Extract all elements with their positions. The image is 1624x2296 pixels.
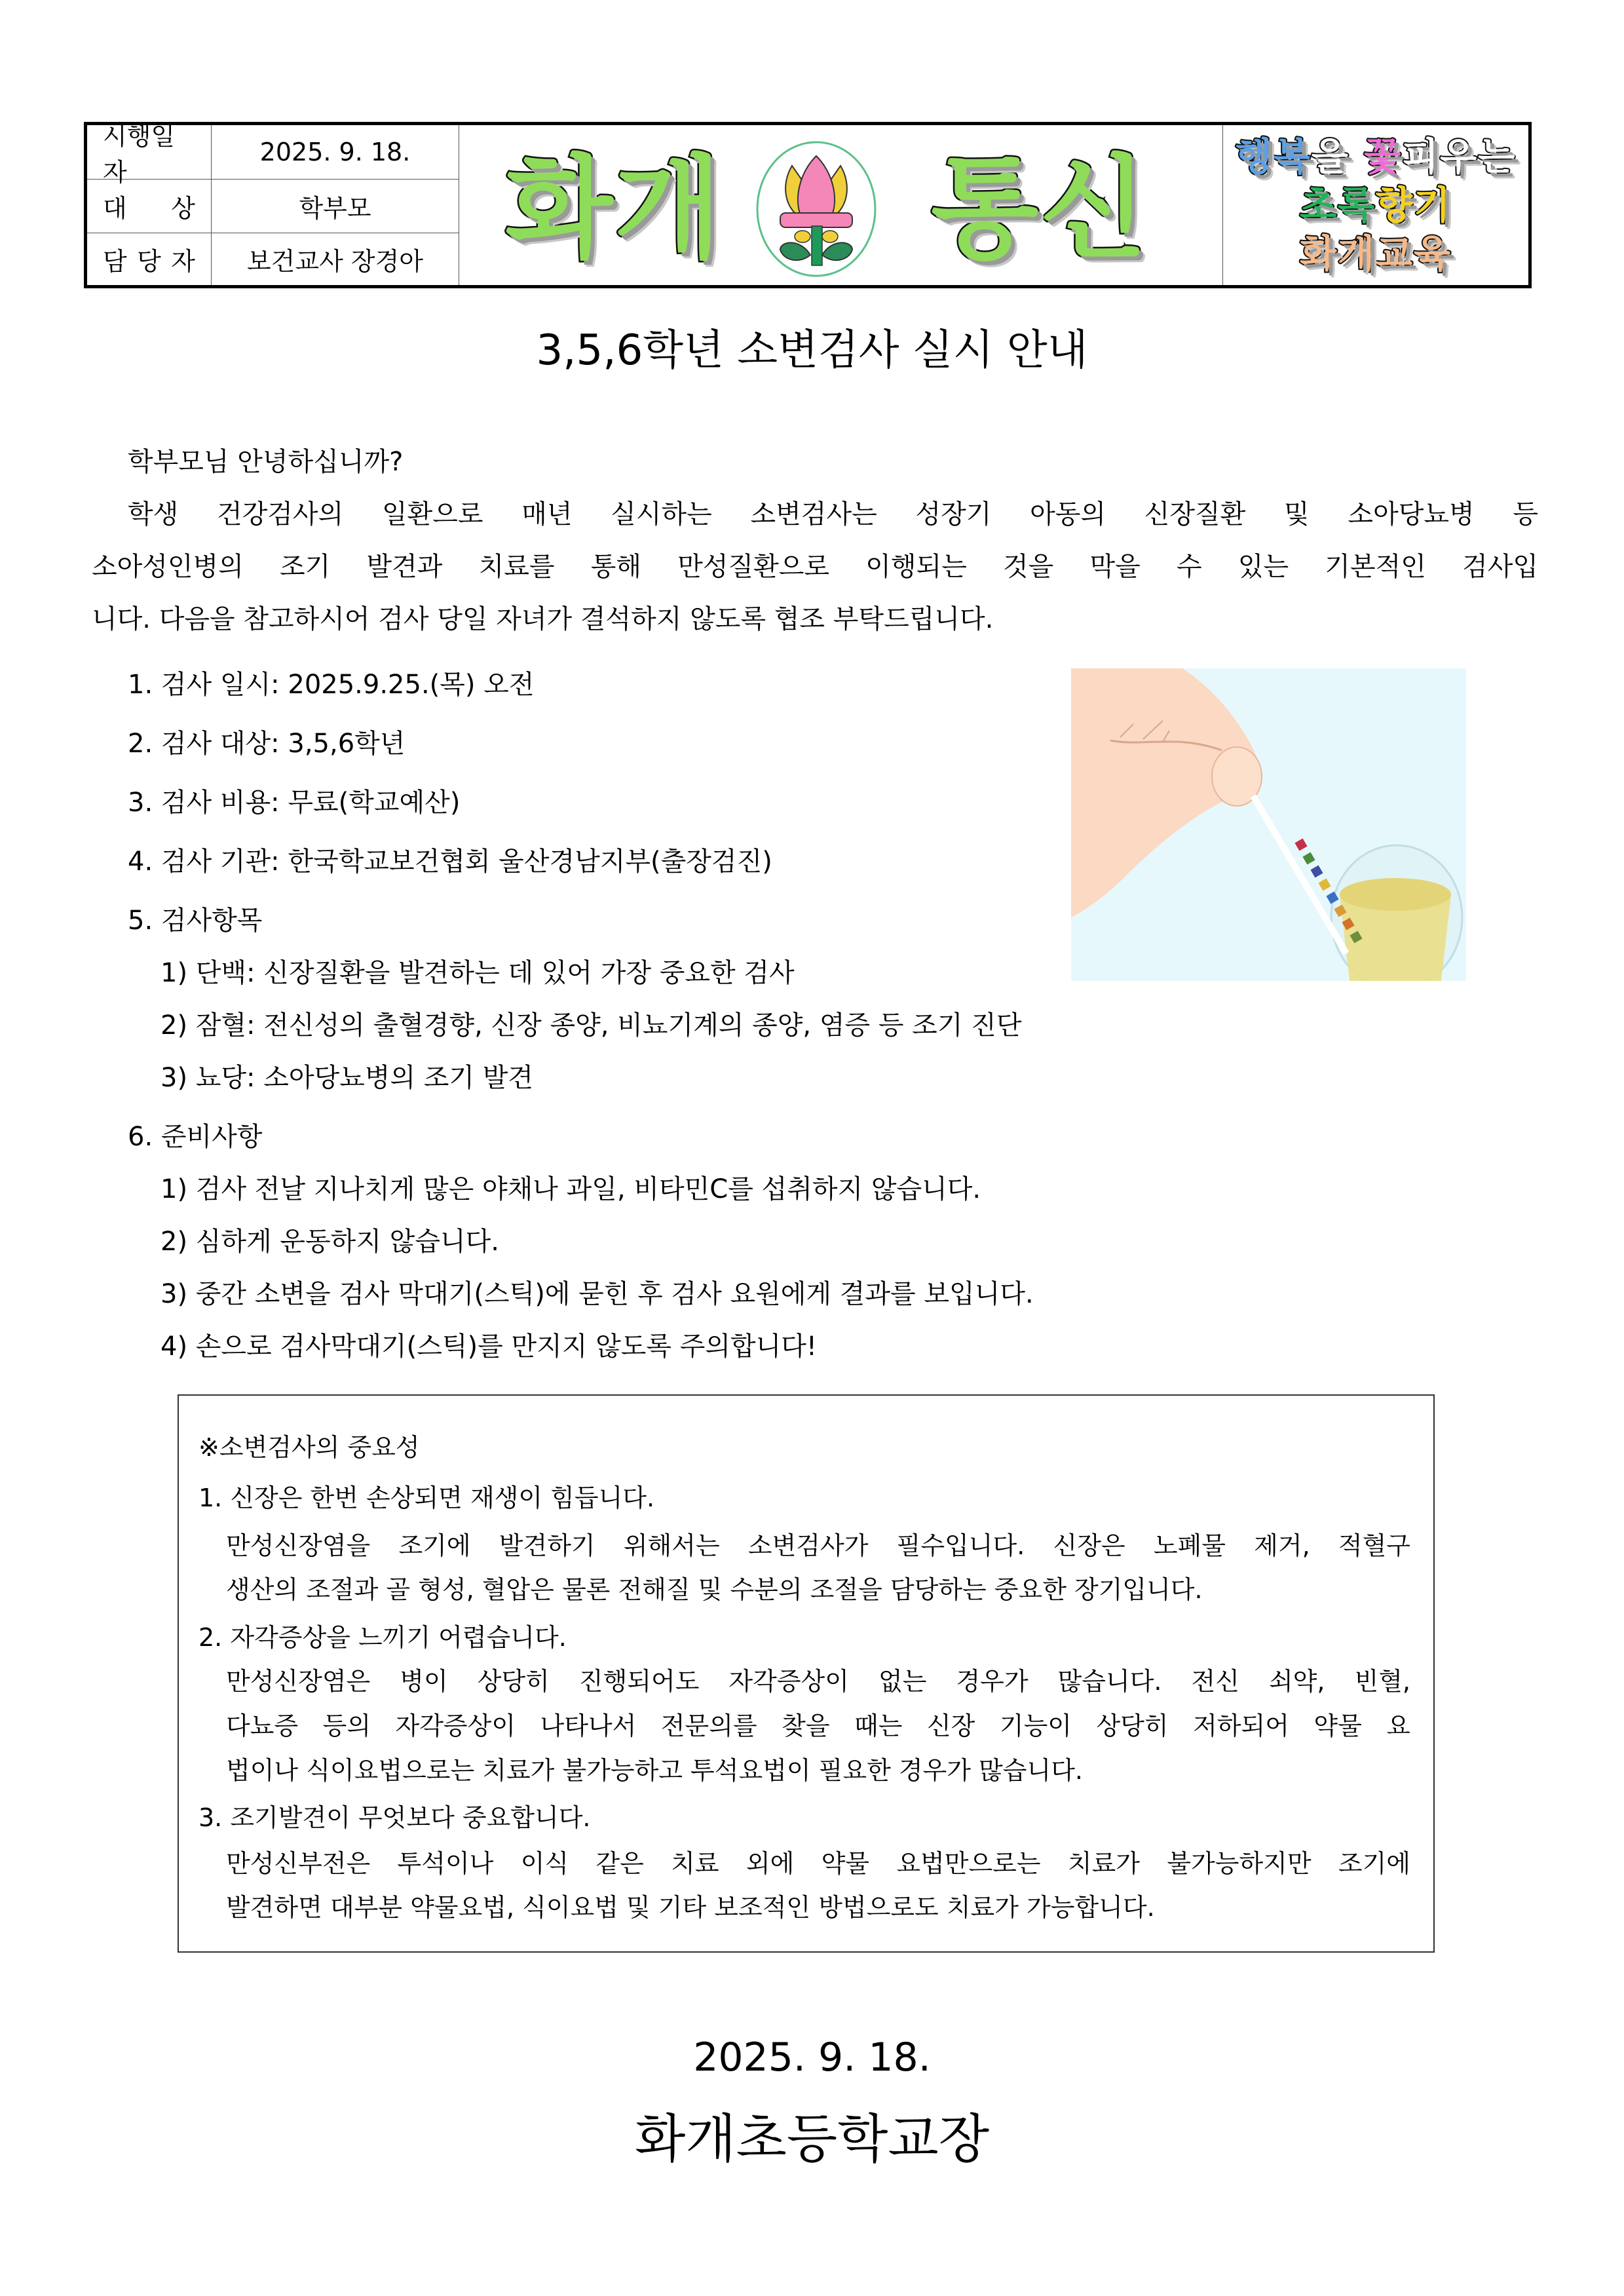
intro-line: 소아성인병의 조기 발견과 치료를 통해 만성질환으로 이행되는 것을 막을 수 있는 기본적인 검사입 — [92, 552, 1538, 582]
slogan-word: 꽃 — [1364, 134, 1403, 179]
header-label-target-char: 상 — [171, 193, 195, 223]
header-label-person-char: 자 — [171, 246, 195, 276]
box-section-line: 다뇨증 등의 자각증상이 나타나서 전문의를 찾을 때는 신장 기능이 상당히 저하되어 약물 요 — [226, 1712, 1410, 1740]
box-section-line: 발견하면 대부분 약물요법, 식이요법 및 기타 보조적인 방법으로도 치료가 가능합니다. — [226, 1893, 1155, 1922]
slogan-line-2 — [1300, 181, 1452, 229]
item-value: 한국학교보건협회 울산경남지부(출장검진) — [288, 847, 772, 877]
test-item-blood: 2) 잠혈: 전신성의 출혈경향, 신장 종양, 비뇨기계의 종양, 염증 등 조기 진단 — [161, 1010, 1022, 1041]
slogan-line-1 — [1236, 132, 1516, 181]
urine-test-illustration — [1071, 668, 1466, 981]
page-title: 3,5,6학년 소변검사 실시 안내 — [536, 326, 1088, 375]
item-number: 1. — [128, 670, 153, 700]
box-section-title: 3. 조기발견이 무엇보다 중요합니다. — [198, 1803, 591, 1832]
box-heading: ※소변검사의 중요성 — [198, 1433, 420, 1462]
header-label-target — [87, 179, 212, 233]
box-section-line: 만성신부전은 투석이나 이식 같은 치료 외에 약물 요법만으로는 치료가 불가능하지만 조기에 — [226, 1849, 1410, 1878]
prep-item: 3) 중간 소변을 검사 막대기(스틱)에 묻힌 후 검사 요원에게 결과를 보입니다. — [161, 1279, 1034, 1309]
item-number: 3. — [128, 788, 153, 818]
header-label-person-char: 담 — [103, 246, 127, 276]
logo-word-left: 화개 — [505, 144, 723, 274]
info-item-date — [128, 668, 535, 701]
box-section-line: 만성신장염을 조기에 발견하기 위해서는 소변검사가 필수입니다. 신장은 노폐물 제거, 적혈구 — [226, 1531, 1410, 1560]
intro-line: 니다. 다음을 참고하시어 검사 당일 자녀가 결석하지 않도록 협조 부탁드립니다. — [92, 604, 994, 634]
header-label-person-char: 당 — [137, 246, 161, 276]
importance-box — [178, 1394, 1435, 1953]
prep-heading: 6. 준비사항 — [128, 1122, 263, 1152]
item-number: 4. — [128, 847, 153, 877]
newsletter-logo — [459, 125, 1223, 285]
greeting: 학부모님 안녕하십니까? — [128, 447, 404, 477]
info-item-agency — [128, 845, 772, 878]
slogan-line-3 — [1300, 229, 1452, 278]
info-item-cost — [128, 786, 460, 819]
item-value: 무료(학교예산) — [288, 788, 461, 818]
item-label: 검사 기관: — [161, 847, 280, 877]
header-table — [84, 122, 1532, 288]
slogan-word: 을 — [1311, 134, 1365, 179]
item-label: 검사 대상: — [161, 729, 280, 759]
item-label: 검사항목 — [161, 906, 263, 936]
prep-item: 4) 손으로 검사막대기(스틱)를 만지지 않도록 주의합니다! — [161, 1331, 817, 1362]
box-section-line: 만성신장염은 병이 상당히 진행되어도 자각증상이 없는 경우가 많습니다. 전신 쇠약, 빈혈, — [226, 1667, 1410, 1696]
slogan-word: 화개교육 — [1299, 231, 1452, 276]
header-row-target — [87, 179, 459, 233]
prep-item: 2) 심하게 운동하지 않습니다. — [161, 1227, 499, 1257]
header-row-person — [87, 233, 459, 285]
box-section-title: 2. 자각증상을 느끼기 어렵습니다. — [198, 1623, 567, 1652]
item-label: 검사 비용: — [161, 788, 280, 818]
header-value-target: 학부모 — [299, 193, 371, 223]
header-label-person — [87, 233, 212, 285]
item-value: 3,5,6학년 — [288, 729, 406, 759]
header-value-person: 보건교사 장경아 — [246, 246, 424, 276]
footer-date: 2025. 9. 18. — [693, 2035, 931, 2080]
test-item-glucose: 3) 뇨당: 소아당뇨병의 조기 발견 — [161, 1063, 534, 1093]
info-item-test-items — [128, 904, 262, 937]
item-value: 2025.9.25.(목) 오전 — [288, 670, 535, 700]
slogan-word: 피우는 — [1402, 134, 1517, 179]
item-label: 검사 일시: — [161, 670, 280, 700]
slogan-word: 행복 — [1235, 134, 1312, 179]
box-section-line: 생산의 조절과 골 형성, 혈압은 물론 전해질 및 수분의 조절을 담당하는 중요한 장기입니다. — [226, 1575, 1203, 1604]
slogan-word: 초록 — [1299, 183, 1376, 227]
prep-item: 1) 검사 전날 지나치게 많은 야채나 과일, 비타민C를 섭취하지 않습니다. — [161, 1174, 981, 1204]
box-section-line: 법이나 식이요법으로는 치료가 불가능하고 투석요법이 필요한 경우가 많습니다. — [226, 1756, 1084, 1785]
item-number: 5. — [128, 906, 153, 936]
header-label-date-text: 시행일자 — [103, 122, 176, 187]
header-label-target-char: 대 — [103, 193, 127, 223]
school-slogan — [1223, 125, 1528, 285]
box-section-title: 1. 신장은 한번 손상되면 재생이 힘듭니다. — [198, 1483, 655, 1512]
header-row-date — [87, 122, 459, 187]
intro-line: 학생 건강검사의 일환으로 매년 실시하는 소변검사는 성장기 아동의 신장질환 및 소아당뇨병 등 — [128, 499, 1538, 529]
header-value-date: 2025. 9. 18. — [259, 138, 411, 166]
footer-signature: 화개초등학교장 — [635, 2109, 989, 2170]
slogan-word: 향기 — [1376, 183, 1452, 227]
flower-emblem-icon — [754, 140, 878, 278]
info-item-target — [128, 727, 405, 760]
logo-word-right: 통신 — [931, 144, 1149, 274]
header-label-date — [87, 122, 212, 187]
test-item-protein: 1) 단백: 신장질환을 발견하는 데 있어 가장 중요한 검사 — [161, 958, 795, 988]
item-number: 2. — [128, 729, 153, 759]
